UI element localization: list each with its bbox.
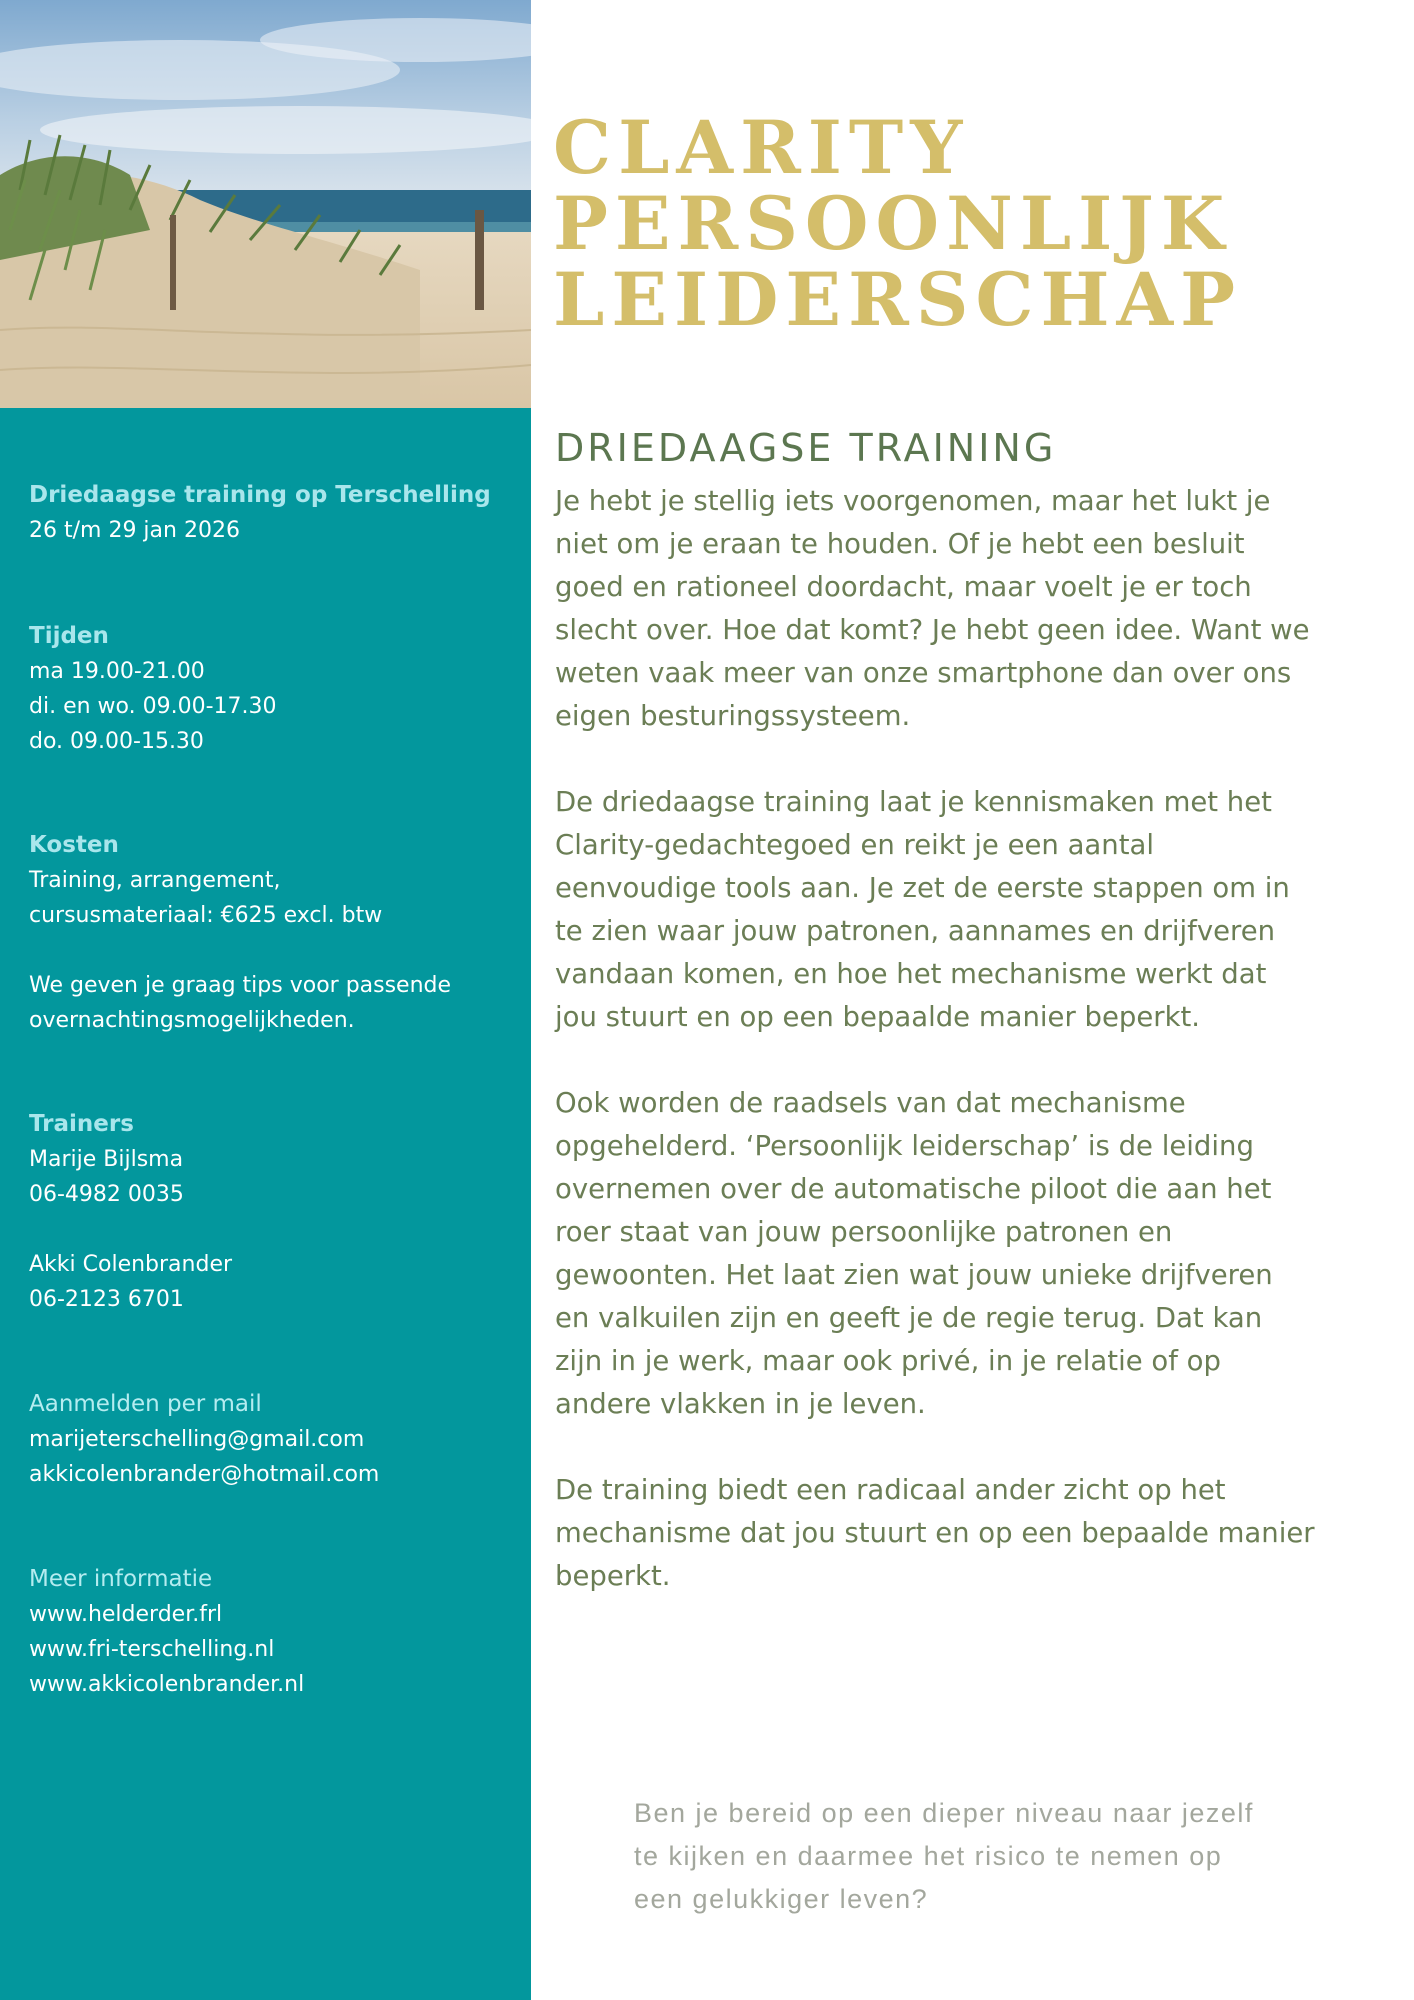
kosten-heading: Kosten bbox=[29, 832, 119, 858]
body-paragraph: De training biedt een radicaal ander zicht op het mechanisme dat jou stuurt en op een bepaalde manier beperkt. bbox=[555, 1474, 1315, 1592]
website-link[interactable]: www.helderder.frl bbox=[29, 1602, 223, 1627]
training-heading: Driedaagse training op Terschelling bbox=[29, 482, 491, 508]
trainer-name: Akki Colenbrander bbox=[29, 1252, 233, 1277]
kosten-line: cursusmateriaal: €625 excl. btw bbox=[29, 903, 383, 928]
closing-question: Ben je bereid op een dieper niveau naar jezelf te kijken en daarmee het risico te nemen op een gelukkiger leven? bbox=[634, 1798, 1254, 1914]
tijden-section bbox=[29, 619, 524, 759]
website-link[interactable]: www.akkicolenbrander.nl bbox=[29, 1672, 305, 1697]
kosten-section bbox=[29, 828, 524, 1038]
body-paragraph: Ook worden de raadsels van dat mechanisme opgehelderd. ‘Persoonlijk leiderschap’ is de leiding overnemen over de automatische piloot die aan het roer staat van jouw persoonlijke patronen en gewoonten. Het laat zien wat jouw unieke drijfveren en valkuilen zijn en geeft je de regie terug. Dat kan zijn in je werk, maar ook privé, in je relatie of op andere vlakken in je leven. bbox=[555, 1087, 1273, 1420]
meer-info-heading: Meer informatie bbox=[29, 1566, 213, 1592]
body-text bbox=[555, 480, 1315, 1641]
beach-dune-photo bbox=[0, 0, 531, 408]
trainer-phone[interactable]: 06-4982 0035 bbox=[29, 1182, 184, 1207]
trainers-section bbox=[29, 1107, 524, 1317]
trainer-name: Marije Bijlsma bbox=[29, 1147, 184, 1172]
title-line: CLARITY bbox=[553, 105, 970, 191]
time-line: ma 19.00-21.00 bbox=[29, 659, 205, 684]
kosten-line: Training, arrangement, bbox=[29, 868, 281, 893]
email-link[interactable]: marijeterschelling@gmail.com bbox=[29, 1427, 365, 1452]
tips-line: overnachtingsmogelijkheden. bbox=[29, 1008, 355, 1033]
time-line: di. en wo. 09.00-17.30 bbox=[29, 694, 277, 719]
meer-info-section bbox=[29, 1562, 524, 1702]
document-title bbox=[553, 105, 1393, 343]
body-paragraph: De driedaagse training laat je kennismaken met het Clarity-gedachtegoed en reikt je een aantal eenvoudige tools aan. Je zet de eerste stappen om in te zien waar jouw patronen, aannames en drijfveren vandaan komen, en hoe het mechanisme werkt dat jou stuurt en op een bepaalde manier beperkt. bbox=[555, 786, 1290, 1033]
aanmelden-heading: Aanmelden per mail bbox=[29, 1391, 262, 1417]
title-line: LEIDERSCHAP bbox=[553, 257, 1243, 343]
tips-line: We geven je graag tips voor passende bbox=[29, 973, 452, 998]
trainers-heading: Trainers bbox=[29, 1111, 134, 1137]
trainer-phone[interactable]: 06-2123 6701 bbox=[29, 1287, 184, 1312]
training-date: 26 t/m 29 jan 2026 bbox=[29, 518, 240, 543]
website-link[interactable]: www.fri-terschelling.nl bbox=[29, 1637, 275, 1662]
body-paragraph: Je hebt je stellig iets voorgenomen, maar het lukt je niet om je eraan te houden. Of je hebt een besluit goed en rationeel doordacht, maar voelt je er toch slecht over. Hoe dat komt? Je hebt geen idee. Want we weten vaak meer van onze smartphone dan over ons eigen besturingssysteem. bbox=[555, 485, 1310, 732]
training-info bbox=[29, 478, 524, 548]
time-line: do. 09.00-15.30 bbox=[29, 729, 204, 754]
section-subtitle: DRIEDAAGSE TRAINING bbox=[555, 426, 1057, 470]
aanmelden-section bbox=[29, 1387, 524, 1492]
title-line: PERSOONLIJK bbox=[553, 181, 1232, 267]
email-link[interactable]: akkicolenbrander@hotmail.com bbox=[29, 1462, 380, 1487]
tijden-heading: Tijden bbox=[29, 623, 109, 649]
